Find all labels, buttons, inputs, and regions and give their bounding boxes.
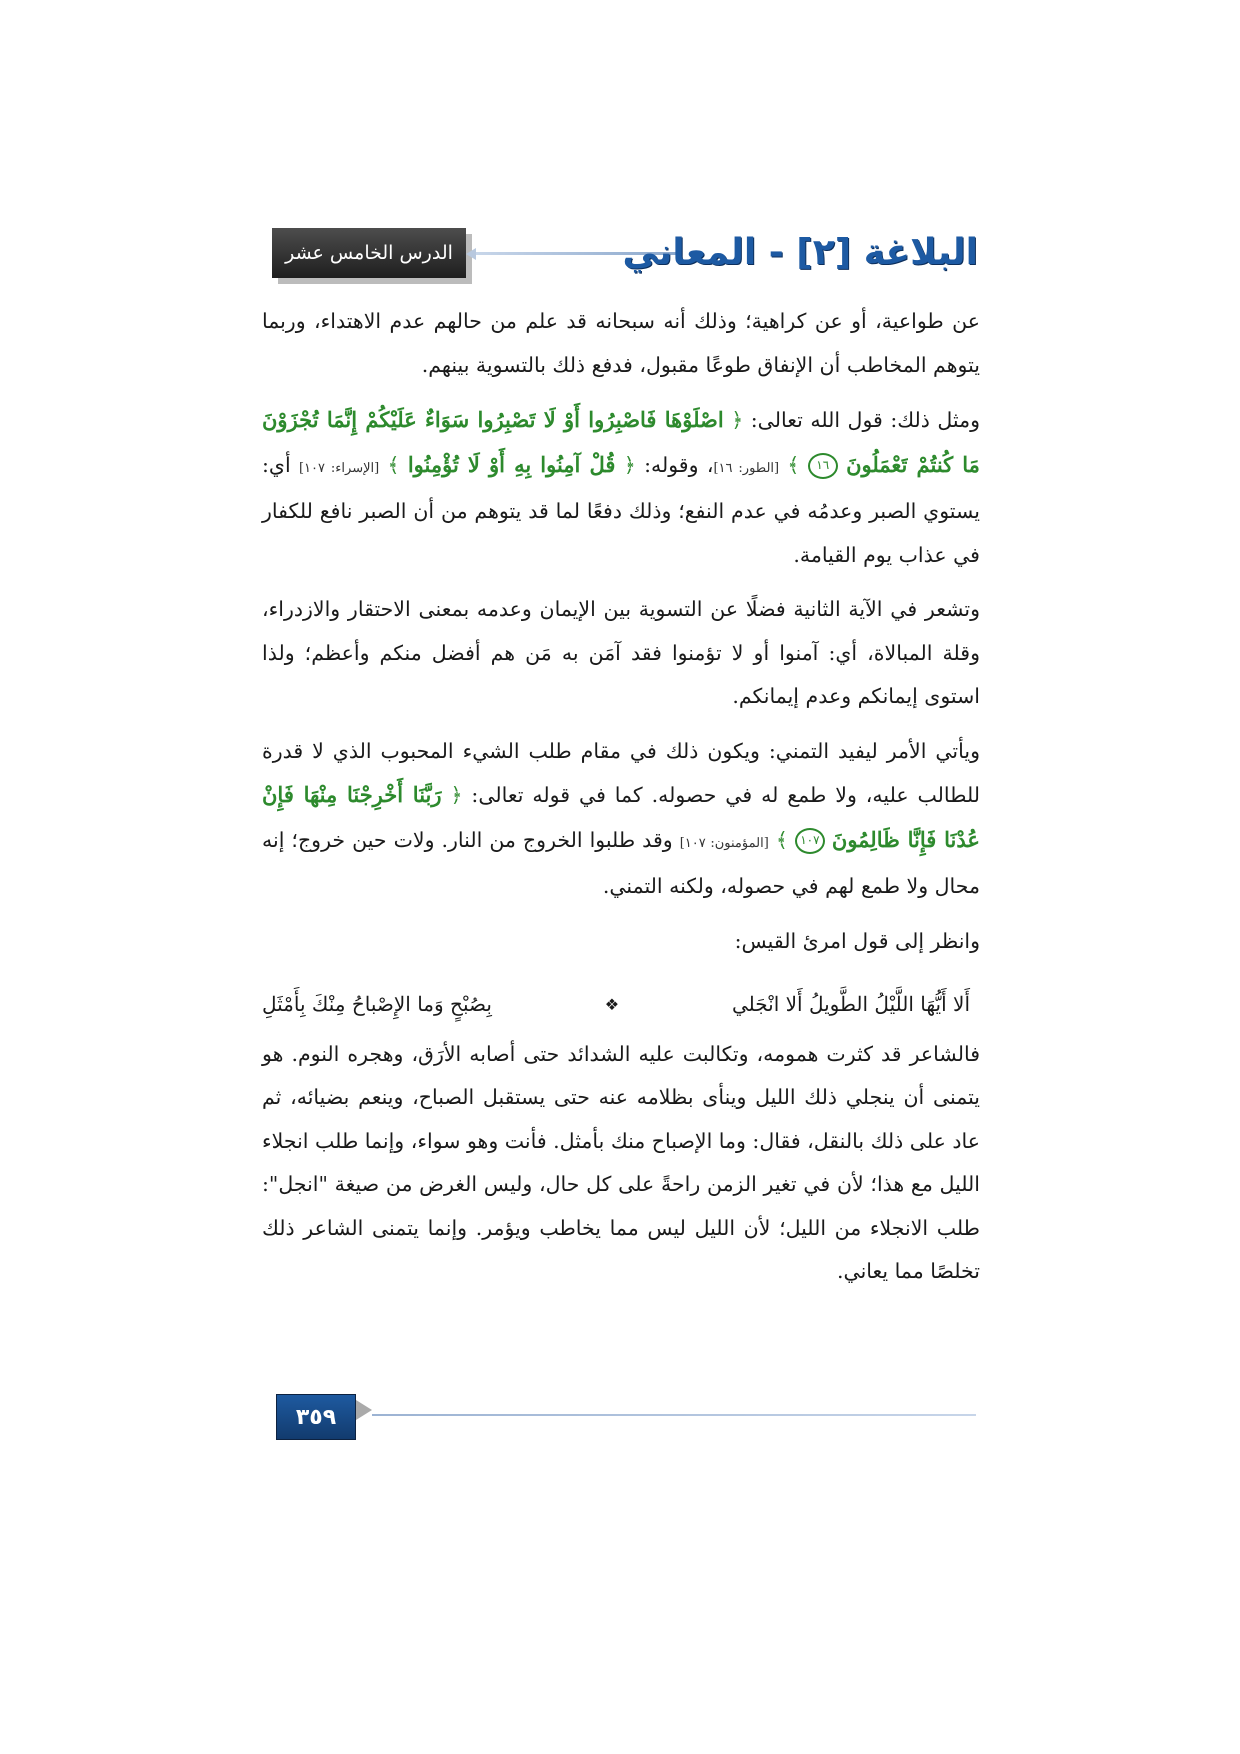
quran-verse-2: قُلْ آمِنُوا بِهِ أَوْ لَا تُؤْمِنُوا — [407, 451, 616, 477]
paragraph-4-rest: وقد طلبوا الخروج من النار. ولات حين خروج؛ إنه محال ولا طمع لهم في حصوله، ولكنه التمني. — [262, 827, 980, 898]
poem-verse — [262, 983, 980, 1027]
paragraph-2-explain: أي: يستوي الصبر وعدمُه في عدم النفع؛ وذلك دفعًا لما قد يتوهم من أن الصبر نافع للكفار في عذاب يوم القيامة. — [262, 452, 980, 567]
verse-reference-2: [الإسراء: ١٠٧] — [298, 460, 380, 476]
paragraph-3: وتشعر في الآية الثانية فضلًا عن التسوية بين الإيمان وعدمه بمعنى الاحتقار والازدراء، وقلة المبالاة، أي: آمنوا أو لا تؤمنوا فقد آمَن به مَن هم أفضل منكم وأعظم؛ ولذا استوى إيمانكم وعدم إيمانكم. — [262, 597, 980, 708]
book-title: البلاغة [٢] - المعاني — [622, 232, 978, 273]
footer-divider — [372, 1414, 976, 1416]
page-footer — [276, 1394, 976, 1440]
quran-verse-3: رَبَّنَا أَخْرِجْنَا مِنْهَا فَإِنْ عُدْنَا فَإِنَّا ظَالِمُونَ — [262, 782, 980, 852]
paragraph-6: فالشاعر قد كثرت همومه، وتكالبت عليه الشدائد حتى أصابه الأرَق، وهجره النوم. هو يتمنى أن ينجلي ذلك الليل وينأى بظلامه عنه حتى يستقبل الصباح، وينعم بضيائه، ثم عاد على ذلك بالنقل، فقال: وما الإصباح منك بأمثل. فأنت وهو سواء، وإنما طلب انجلاء الليل مع هذا؛ لأن في تغير الزمن راحةً على كل حال، وليس الغرض من صيغة "انجل": طلب الانجلاء من الليل؛ لأن الليل ليس مما يخاطب ويؤمر. وإنما يتمنى الشاعر ذلك تخلصًا مما يعاني. — [262, 1041, 980, 1283]
verse-reference-3: [المؤمنون: ١٠٧] — [679, 835, 769, 851]
paragraph-2-mid: وقوله: — [644, 452, 699, 477]
ornament-open: ﴿ — [731, 408, 744, 432]
page-header — [272, 228, 978, 288]
poem-separator-icon: ❖ — [604, 995, 620, 1014]
paragraph-2: ومثل ذلك: قول الله تعالى: ﴿ اصْلَوْهَا فَاصْبِرُوا أَوْ لَا تَصْبِرُوا سَوَاءٌ عَلَيْكُمْ إِنَّمَا تُجْزَوْنَ مَا كُنتُمْ تَعْمَلُونَ ١٦ ﴾ [الطور: ١٦]، وقوله: ﴿ قُلْ آمِنُوا بِهِ أَوْ لَا تُؤْمِنُوا ﴾ [الإسراء: ١٠٧] أي: يستوي الصبر وعدمُه في عدم النفع؛ وذلك دفعًا لما قد يتوهم من أن الصبر نافع للكفار في عذاب يوم القيامة. — [262, 407, 980, 567]
ornament-open: ﴿ — [623, 452, 636, 477]
verse-reference-1: [الطور: ١٦] — [713, 460, 780, 476]
ornament-close: ﴾ — [775, 827, 788, 852]
page-body — [262, 300, 980, 1305]
ornament-close: ﴾ — [787, 452, 800, 477]
paragraph-2-intro: ومثل ذلك: قول الله تعالى: — [750, 408, 980, 432]
lesson-label: الدرس الخامس عشر — [272, 228, 466, 278]
poem-first-hemistich: أَلا أَيُّهَا اللَّيْلُ الطَّويلُ أَلا انْجَلي — [731, 992, 970, 1016]
paragraph-4-intro: ويأتي الأمر ليفيد التمني: ويكون ذلك في مقام طلب الشيء المحبوب الذي لا قدرة للطالب عليه، ولا طمع له في حصوله. كما في قوله تعالى: — [262, 738, 980, 807]
verse-number-3: ١٠٧ — [795, 828, 825, 854]
page-number: ٣٥٩ — [276, 1394, 356, 1440]
quran-verse-1: اصْلَوْهَا فَاصْبِرُوا أَوْ لَا تَصْبِرُوا سَوَاءٌ عَلَيْكُمْ إِنَّمَا تُجْزَوْنَ مَا كُنتُمْ تَعْمَلُونَ — [262, 407, 980, 477]
footer-arrow-icon — [356, 1400, 372, 1420]
poem-second-hemistich: بِصُبْحٍ وَما الإِصْباحُ مِنْكَ بِأَمْثَلِ — [262, 992, 492, 1016]
ornament-close: ﴾ — [387, 452, 400, 477]
verse-number-1: ١٦ — [808, 453, 838, 479]
ornament-open: ﴿ — [450, 783, 463, 807]
paragraph-5: وانظر إلى قول امرئ القيس: — [734, 928, 980, 953]
paragraph-1: عن طواعية، أو عن كراهية؛ وذلك أنه سبحانه قد علم من حالهم عدم الاهتداء، وربما يتوهم المخاطب أن الإنفاق طوعًا مقبول، فدفع ذلك بالتسوية بينهم. — [262, 309, 980, 377]
paragraph-4 — [262, 730, 980, 909]
